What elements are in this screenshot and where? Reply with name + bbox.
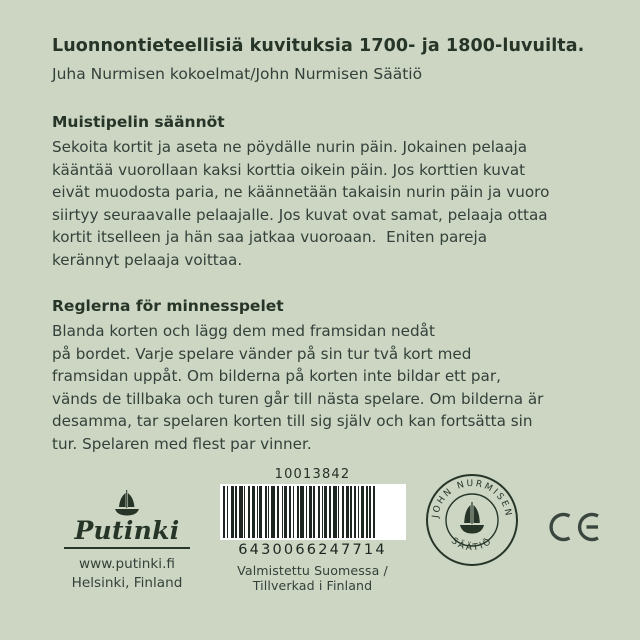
rules-line: eivät muodosta paria, ne käännetään takaisin nurin päin ja vuoro (52, 183, 550, 201)
rules-line: tur. Spelaren med flest par vinner. (52, 434, 312, 453)
barcode-number: 6430066247714 (238, 542, 387, 558)
rules-section-fi (52, 113, 588, 271)
rules-line: siirtyy seuraavalle pelaajalle. Jos kuvat ovat samat, pelaaja ottaa (52, 205, 548, 224)
page-title: Luonnontieteellisiä kuvituksia 1700- ja 1800-luvuilta. (52, 36, 585, 56)
rules-heading-fi: Muistipelin säännöt (52, 113, 225, 131)
brand-divider (64, 547, 190, 549)
rules-line: kääntää vuorollaan kaksi korttia oikein päin. Jos korttien kuvat (52, 160, 526, 179)
svg-text:SÄÄTIÖ: SÄÄTIÖ (449, 536, 495, 554)
footer (0, 467, 640, 640)
brand-url: www.putinki.fi (79, 556, 175, 573)
made-in-text: Valmistettu Suomessa / Tillverkad i Finland (237, 563, 388, 593)
item-number: 10013842 (274, 467, 351, 482)
rules-line: på bordet. Varje spelare vänder på sin tur två kort med (52, 344, 472, 363)
brand-block (52, 489, 202, 592)
rules-heading-sv: Reglerna för minnesspelet (52, 297, 284, 315)
rules-line: desamma, tar spelaren korten till sig själv och kan fortsätta sin (52, 412, 533, 430)
page-subtitle: Juha Nurmisen kokoelmat/John Nurmisen Säätiö (52, 65, 423, 83)
rules-section-sv (52, 297, 588, 455)
brand-name: Putinki (74, 516, 180, 546)
rules-body-sv (52, 320, 588, 455)
barcode-image (220, 484, 406, 540)
barcode-block (205, 467, 420, 593)
rules-line: vänds de tillbaka och turen går till nästa spelare. Om bilderna är (52, 389, 544, 408)
rules-line: Blanda korten och lägg dem med framsidan nedåt (52, 322, 435, 340)
brand-city: Helsinki, Finland (71, 574, 183, 591)
rules-body-fi (52, 136, 588, 271)
rules-line: kerännyt pelaaja voittaa. (52, 250, 243, 269)
sailing-ship-icon (110, 489, 144, 517)
rules-line: framsidan uppåt. Om bilderna på korten inte bildar ett par, (52, 367, 501, 385)
rules-line: kortit itselleen ja hän saa jatkaa vuoroaan. Eniten pareja (52, 228, 488, 246)
ce-mark-icon (548, 510, 604, 544)
svg-text:JOHN NURMISEN: JOHN NURMISEN (431, 478, 514, 519)
rules-line: Sekoita kortit ja aseta ne pöydälle nurin päin. Jokainen pelaaja (52, 138, 528, 156)
john-nurminen-foundation-stamp (424, 472, 520, 568)
